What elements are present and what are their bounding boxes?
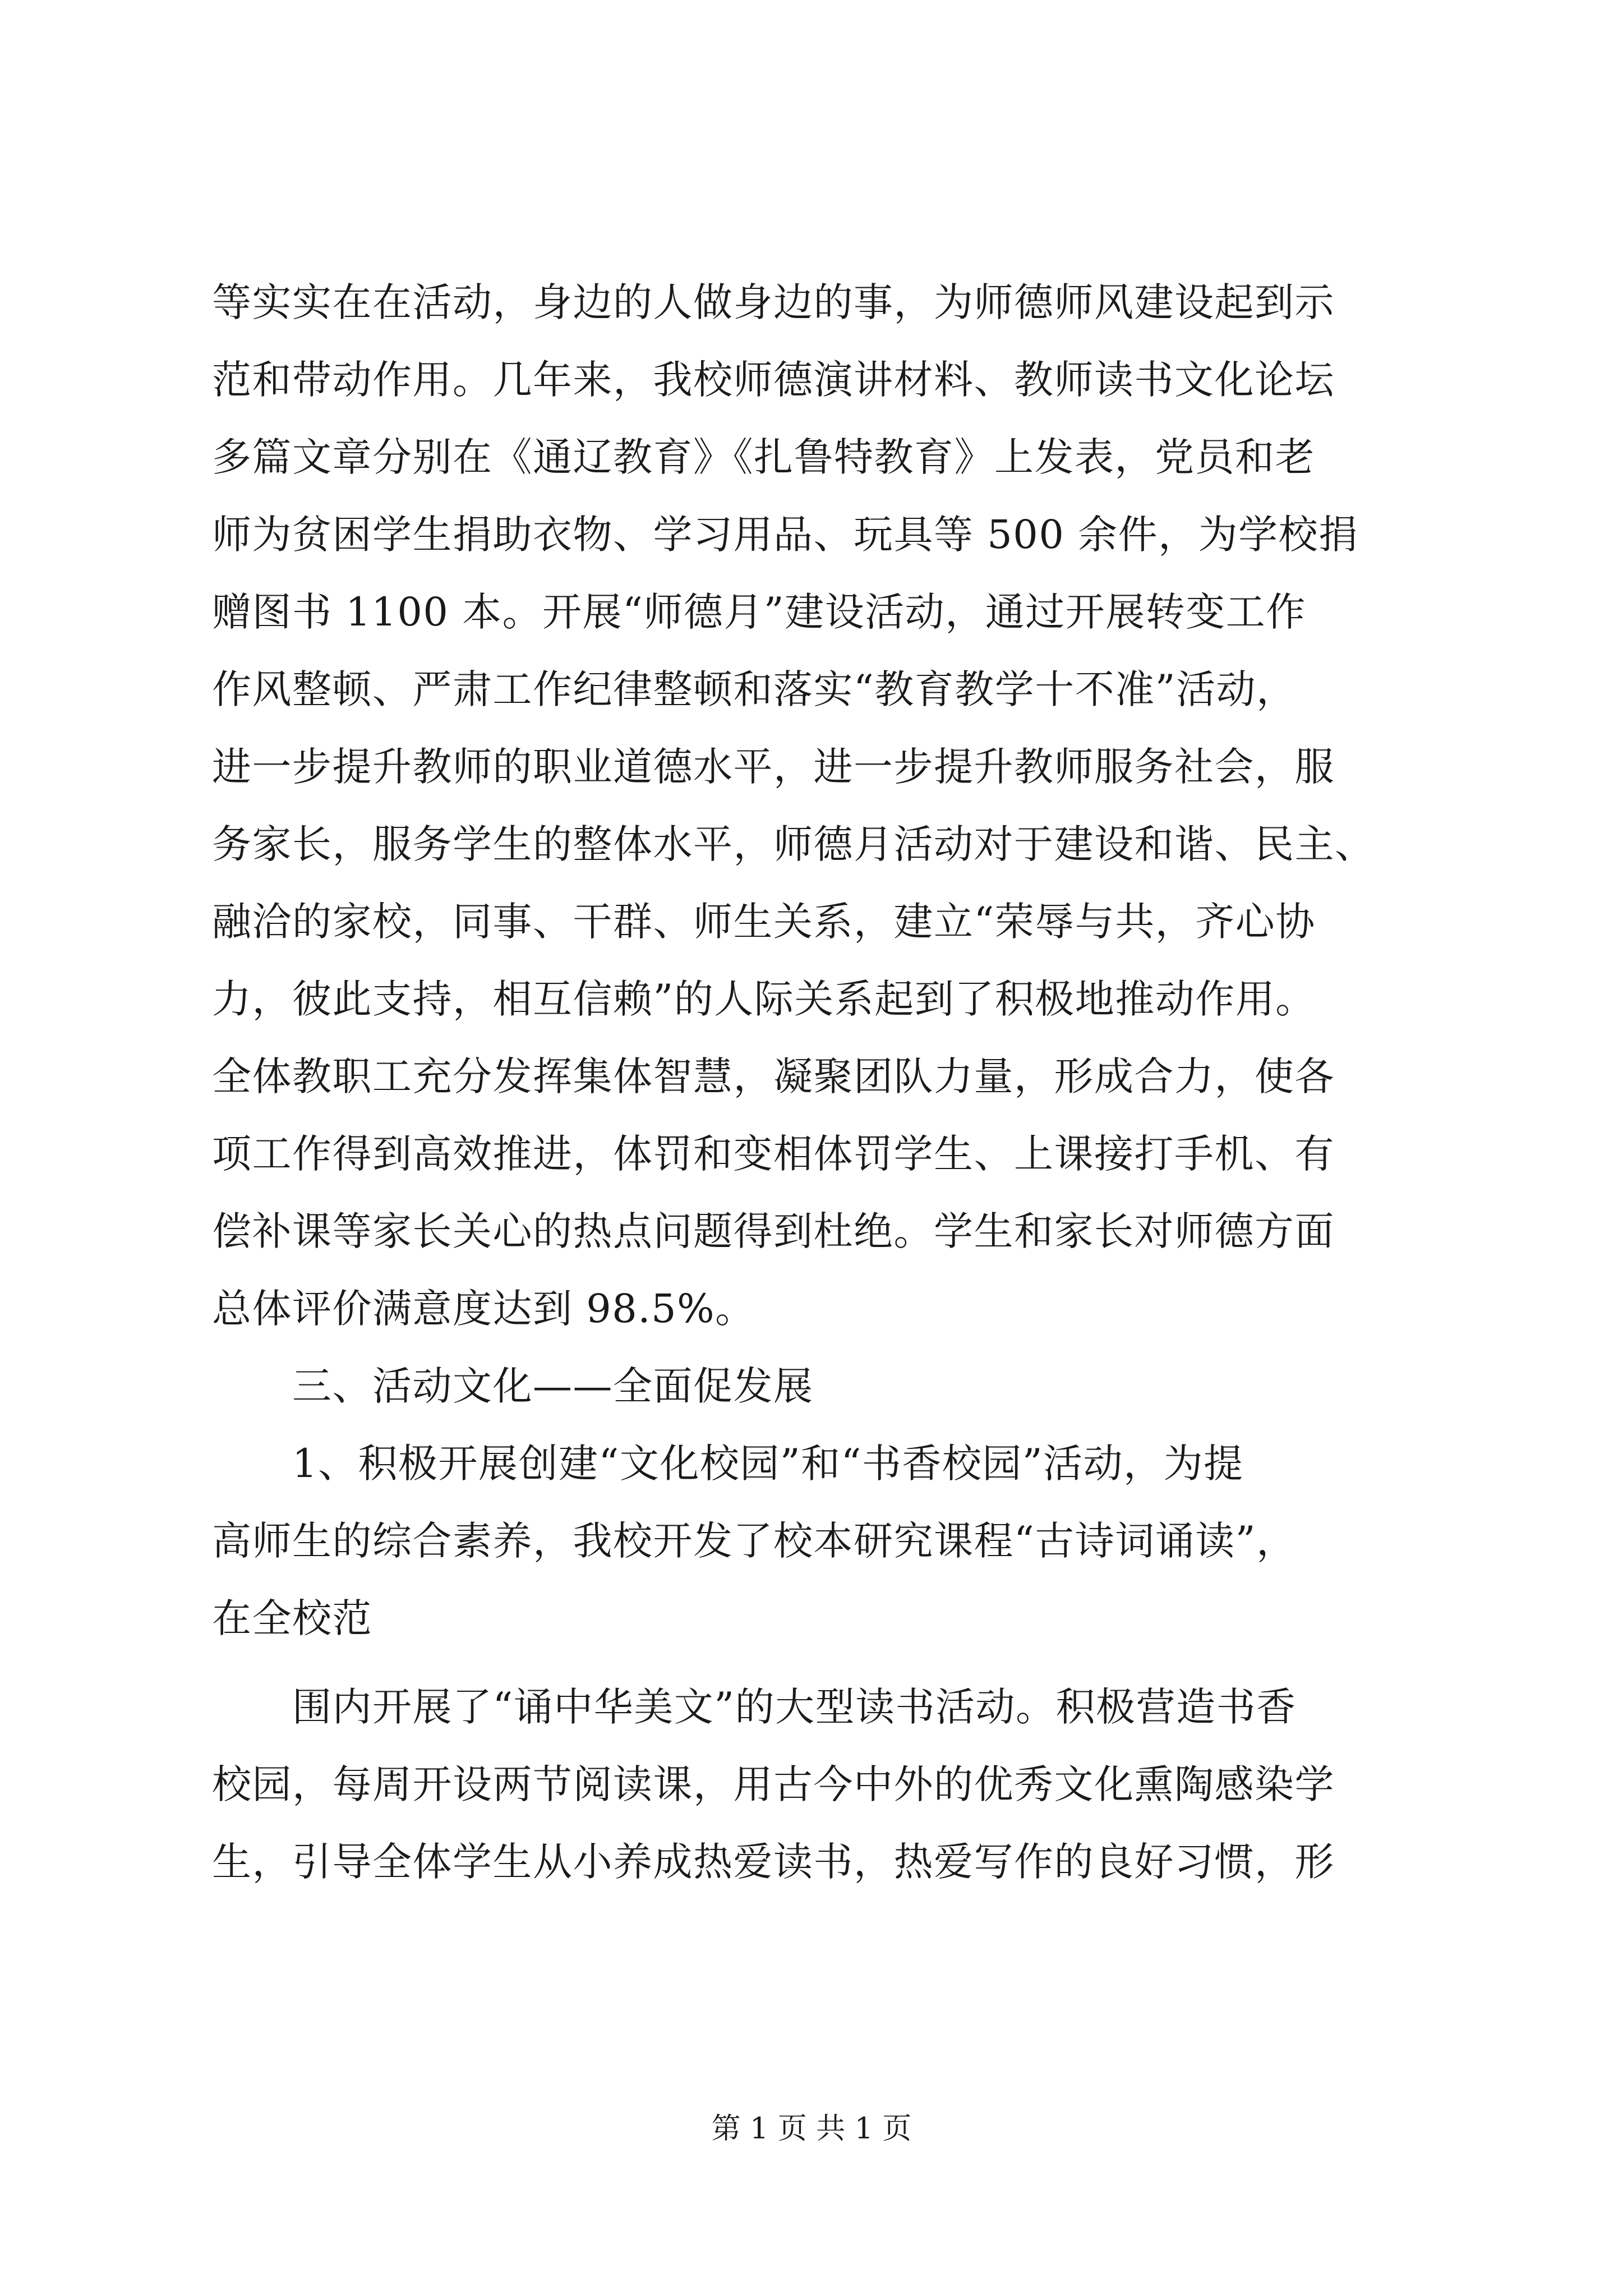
paragraph-gap [212,1657,1435,1668]
text-line: 融洽的家校，同事、干群、师生关系，建立“荣辱与共，齐心协 [212,899,1316,945]
text-line: 生，引导全体学生从小养成热爱读书，热爱写作的良好习惯，形 [212,1839,1335,1885]
text-line: 作风整顿、严肃工作纪律整顿和落实“教育教学十不准”活动， [212,666,1297,712]
text-line: 赠图书 1100 本。开展“师德月”建设活动，通过开展转变工作 [212,589,1306,635]
text-line: 师为贫困学生捐助衣物、学习用品、玩具等 500 余件，为学校捐 [212,512,1359,558]
page-footer: 第 1 页 共 1 页 [711,2112,912,2146]
text-line: 偿补课等家长关心的热点问题得到杜绝。学生和家长对师德方面 [212,1208,1335,1254]
document-body [212,264,1435,1901]
text-line: 高师生的综合素养，我校开发了校本研究课程“古诗词诵读”， [212,1518,1297,1564]
text-line: 1、积极开展创建“文化校园”和“书香校园”活动，为提 [212,1441,1244,1487]
text-line: 多篇文章分别在《通辽教育》《扎鲁特教育》上发表，党员和老 [212,434,1315,480]
text-line: 总体评价满意度达到 98.5%。 [212,1286,755,1332]
text-line: 全体教职工充分发挥集体智慧，凝聚团队力量，形成合力，使各 [212,1053,1335,1099]
text-line: 等实实在在活动，身边的人做身边的事，为师德师风建设起到示 [212,279,1335,325]
section-heading: 三、活动文化——全面促发展 [212,1363,814,1409]
text-line: 力，彼此支持，相互信赖”的人际关系起到了积极地推动作用。 [212,976,1316,1022]
text-line: 校园，每周开设两节阅读课，用古今中外的优秀文化熏陶感染学 [212,1761,1335,1807]
text-line: 项工作得到高效推进，体罚和变相体罚学生、上课接打手机、有 [212,1131,1335,1177]
text-line: 在全校范 [212,1595,372,1641]
text-line: 进一步提升教师的职业道德水平，进一步提升教师服务社会，服 [212,744,1335,790]
text-line: 务家长，服务学生的整体水平，师德月活动对于建设和谐、民主、 [212,821,1375,867]
text-line: 围内开展了“诵中华美文”的大型读书活动。积极营造书香 [212,1684,1297,1730]
text-line: 范和带动作用。几年来，我校师德演讲材料、教师读书文化论坛 [212,357,1335,403]
